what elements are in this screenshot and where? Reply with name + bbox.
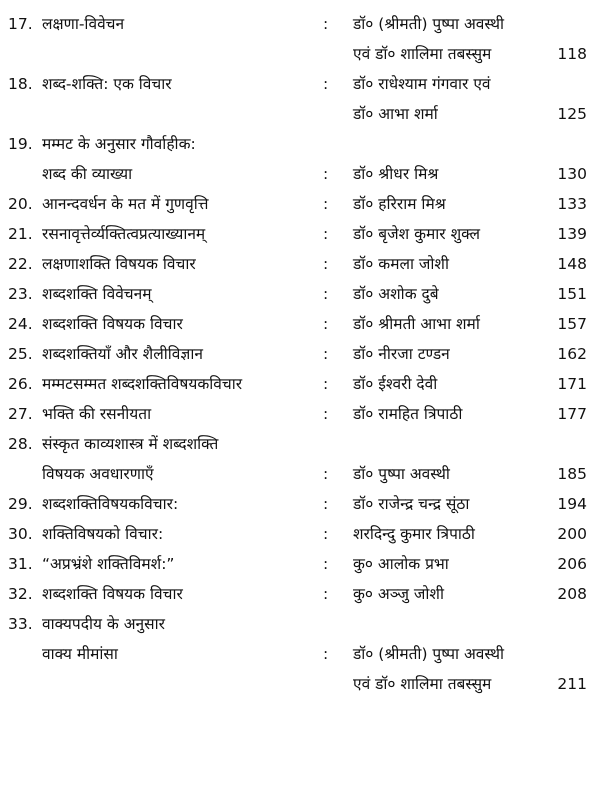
entry-page-number: 125	[557, 105, 587, 123]
entry-number: 25.	[8, 345, 33, 363]
entry-title: शब्द-शक्ति: एक विचार	[42, 75, 172, 93]
entry-author: डॉ० आभा शर्मा	[353, 105, 438, 123]
entry-title: शक्तिविषयको विचार:	[42, 525, 164, 543]
entry-title: आनन्दवर्धन के मत में गुणवृत्ति	[42, 195, 209, 213]
entry-colon: :	[323, 255, 329, 273]
entry-colon: :	[323, 165, 329, 183]
entry-number: 31.	[8, 555, 33, 573]
toc-entry-line	[0, 99, 600, 129]
toc-entry-line	[0, 369, 600, 399]
toc-entry-line	[0, 9, 600, 39]
entry-title: शब्दशक्ति विवेचनम्	[42, 285, 152, 303]
entry-page-number: 177	[557, 405, 587, 423]
entry-page-number: 130	[557, 165, 587, 183]
entry-page-number: 211	[557, 675, 587, 693]
entry-author: डॉ० श्रीमती आभा शर्मा	[353, 315, 480, 333]
entry-title: “अप्रभ्रंशे शक्तिविमर्श:”	[42, 555, 175, 573]
toc-entry-line	[0, 339, 600, 369]
toc-entry-line	[0, 549, 600, 579]
toc-entry-line	[0, 189, 600, 219]
entry-page-number: 139	[557, 225, 587, 243]
entry-page-number: 200	[557, 525, 587, 543]
entry-author: कु० आलोक प्रभा	[353, 555, 449, 573]
entry-colon: :	[323, 525, 329, 543]
entry-colon: :	[323, 375, 329, 393]
entry-colon: :	[323, 465, 329, 483]
entry-number: 27.	[8, 405, 33, 423]
entry-number: 20.	[8, 195, 33, 213]
entry-title: संस्कृत काव्यशास्त्र में शब्दशक्ति	[42, 435, 219, 453]
entry-author: कु० अञ्जु जोशी	[353, 585, 444, 603]
entry-colon: :	[323, 15, 329, 33]
toc-entry-line	[0, 39, 600, 69]
toc-entry-line	[0, 219, 600, 249]
entry-number: 24.	[8, 315, 33, 333]
entry-title: शब्दशक्तिविषयकविचार:	[42, 495, 179, 513]
entry-number: 18.	[8, 75, 33, 93]
entry-author: शरदिन्दु कुमार त्रिपाठी	[353, 525, 475, 543]
entry-author: डॉ० (श्रीमती) पुष्पा अवस्थी	[353, 645, 505, 663]
entry-author: डॉ० बृजेश कुमार शुक्ल	[353, 225, 481, 243]
entry-title: भक्ति की रसनीयता	[42, 405, 152, 423]
entry-author: एवं डॉ० शालिमा तबस्सुम	[353, 45, 492, 63]
entry-author: डॉ० राजेन्द्र चन्द्र सूंठा	[353, 495, 470, 513]
entry-page-number: 185	[557, 465, 587, 483]
entry-title: विषयक अवधारणाएँ	[42, 465, 154, 483]
entry-number: 29.	[8, 495, 33, 513]
entry-page-number: 194	[557, 495, 587, 513]
entry-title: लक्षणाशक्ति विषयक विचार	[42, 255, 196, 273]
toc-entry-line	[0, 429, 600, 459]
entry-title: शब्द की व्याख्या	[42, 165, 133, 183]
entry-title: शब्दशक्ति विषयक विचार	[42, 315, 183, 333]
entry-colon: :	[323, 285, 329, 303]
entry-title: वाक्यपदीय के अनुसार	[42, 615, 165, 633]
toc-entry-line	[0, 639, 600, 669]
toc-entry-line	[0, 399, 600, 429]
entry-author: डॉ० (श्रीमती) पुष्पा अवस्थी	[353, 15, 505, 33]
entry-colon: :	[323, 195, 329, 213]
entry-author: डॉ० हरिराम मिश्र	[353, 195, 446, 213]
entry-colon: :	[323, 315, 329, 333]
entry-title: रसनावृत्तेर्व्यक्तित्वप्रत्याख्यानम्	[42, 225, 206, 243]
entry-author: डॉ० राधेश्याम गंगवार एवं	[353, 75, 491, 93]
toc-entry-line	[0, 159, 600, 189]
entry-number: 23.	[8, 285, 33, 303]
toc-entry-line	[0, 669, 600, 699]
entry-colon: :	[323, 75, 329, 93]
entry-number: 21.	[8, 225, 33, 243]
toc-entry-line	[0, 519, 600, 549]
entry-colon: :	[323, 495, 329, 513]
entry-page-number: 157	[557, 315, 587, 333]
toc-entry-line	[0, 579, 600, 609]
entry-title: लक्षणा-विवेचन	[42, 15, 125, 33]
entry-number: 19.	[8, 135, 33, 153]
entry-author: डॉ० पुष्पा अवस्थी	[353, 465, 450, 483]
entry-author: एवं डॉ० शालिमा तबस्सुम	[353, 675, 492, 693]
entry-title: शब्दशक्तियाँ और शैलीविज्ञान	[42, 345, 203, 363]
entry-number: 30.	[8, 525, 33, 543]
entry-number: 17.	[8, 15, 33, 33]
entry-title: वाक्य मीमांसा	[42, 645, 118, 663]
entry-number: 28.	[8, 435, 33, 453]
entry-number: 26.	[8, 375, 33, 393]
toc-entry-line	[0, 309, 600, 339]
entry-colon: :	[323, 225, 329, 243]
entry-number: 32.	[8, 585, 33, 603]
entry-page-number: 148	[557, 255, 587, 273]
entry-author: डॉ० श्रीधर मिश्र	[353, 165, 439, 183]
entry-colon: :	[323, 345, 329, 363]
entry-author: डॉ० नीरजा टण्डन	[353, 345, 450, 363]
entry-page-number: 151	[557, 285, 587, 303]
entry-title: मम्मटसम्मत शब्दशक्तिविषयकविचार	[42, 375, 243, 393]
entry-colon: :	[323, 585, 329, 603]
entry-author: डॉ० ईश्वरी देवी	[353, 375, 438, 393]
toc-entry-line	[0, 489, 600, 519]
entry-page-number: 208	[557, 585, 587, 603]
toc-entry-line	[0, 69, 600, 99]
entry-page-number: 206	[557, 555, 587, 573]
toc-entry-line	[0, 129, 600, 159]
toc-entry-line	[0, 279, 600, 309]
entry-colon: :	[323, 645, 329, 663]
entry-colon: :	[323, 555, 329, 573]
entry-page-number: 162	[557, 345, 587, 363]
entry-title: मम्मट के अनुसार गौर्वाहीक:	[42, 135, 196, 153]
toc-entry-line	[0, 459, 600, 489]
entry-author: डॉ० रामहित त्रिपाठी	[353, 405, 463, 423]
entry-number: 33.	[8, 615, 33, 633]
entry-title: शब्दशक्ति विषयक विचार	[42, 585, 183, 603]
toc-entry-line	[0, 249, 600, 279]
entry-author: डॉ० कमला जोशी	[353, 255, 449, 273]
entry-number: 22.	[8, 255, 33, 273]
toc-entry-line	[0, 609, 600, 639]
entry-colon: :	[323, 405, 329, 423]
entry-page-number: 118	[557, 45, 587, 63]
entry-page-number: 133	[557, 195, 587, 213]
entry-page-number: 171	[557, 375, 587, 393]
entry-author: डॉ० अशोक दुबे	[353, 285, 439, 303]
